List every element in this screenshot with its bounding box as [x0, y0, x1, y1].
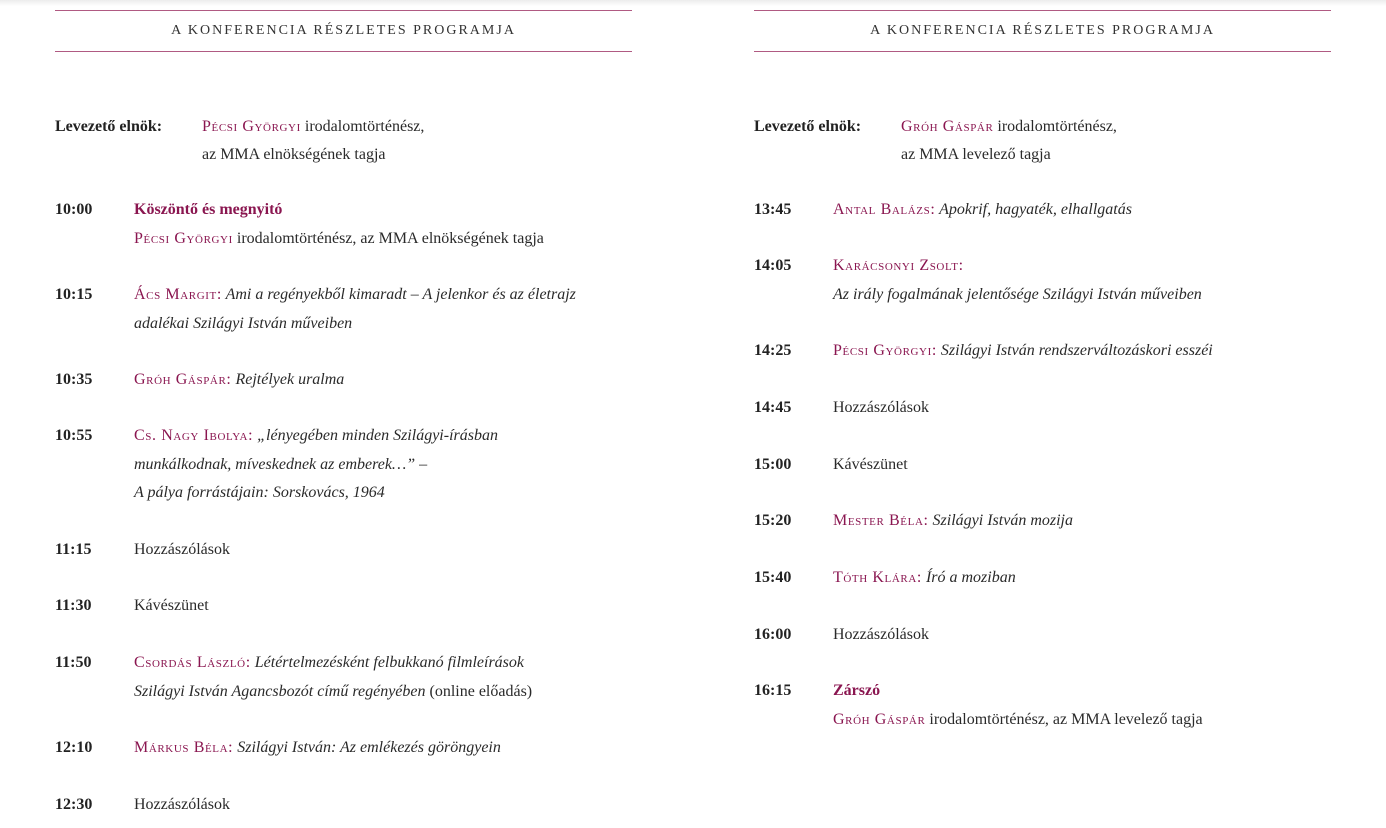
talk-title: „lényegében minden Szilágyi-írásban	[253, 427, 498, 444]
talk-note: (online előadás)	[425, 682, 533, 700]
chair-role-line2: az MMA levelező tagja	[901, 146, 1051, 163]
talk-title-line2: munkálkodnak, míveskednek az emberek…” –	[134, 455, 428, 473]
entry-text: Hozzászólások	[833, 399, 929, 416]
entry-text: Hozzászólások	[833, 626, 929, 643]
entry-time: 16:15	[754, 682, 792, 699]
speaker-role: irodalomtörténész, az MMA elnökségének tagja	[232, 229, 544, 247]
chair-label: Levezető elnök:	[754, 118, 862, 135]
entry-heading: Zárszó	[833, 682, 881, 699]
entry-time: 15:40	[754, 569, 792, 586]
chair-name: Gróh Gáspár	[901, 118, 994, 135]
entry-time: 10:55	[55, 427, 93, 444]
entry-time: 12:30	[55, 796, 93, 813]
chair-name: Pécsi Györgyi	[202, 118, 301, 135]
entry-time: 10:00	[55, 201, 93, 218]
talk-title: Apokrif, hagyaték, elhallgatás	[935, 201, 1132, 218]
entry-time: 10:15	[55, 286, 93, 303]
entry-time: 10:35	[55, 371, 93, 388]
talk-title: Ami a regényekből kimaradt – A jelenkor és az életrajz	[221, 286, 576, 303]
talk-title: Az irály fogalmának jelentősége Szilágyi István műveiben	[833, 285, 1202, 303]
talk-title-line2: adalékai Szilágyi István műveiben	[134, 314, 353, 332]
entry-time: 14:05	[754, 257, 792, 274]
speaker-name: Gróh Gáspár	[833, 710, 926, 728]
entry-time: 14:25	[754, 342, 792, 359]
speaker-name: Karácsonyi Zsolt:	[833, 257, 964, 274]
chair-label: Levezető elnök:	[55, 118, 163, 135]
entry-time: 14:45	[754, 399, 792, 416]
speaker-name: Tóth Klára:	[833, 569, 922, 586]
speaker-name: Pécsi Györgyi	[134, 229, 233, 247]
talk-title: Létértelmezésként felbukkanó filmleírások	[250, 654, 525, 671]
entry-heading: Köszöntő és megnyitó	[134, 201, 283, 218]
speaker-name: Ács Margit:	[134, 286, 222, 303]
speaker-name: Pécsi Györgyi:	[833, 342, 937, 359]
entry-time: 11:30	[55, 597, 92, 614]
chair-body	[901, 113, 1321, 169]
chair-role-line2: az MMA elnökségének tagja	[202, 146, 386, 163]
entry-text: Hozzászólások	[134, 541, 230, 558]
talk-title-line2: Szilágyi István Agancsbozót című regényében	[134, 682, 426, 700]
speaker-name: Mester Béla:	[833, 512, 929, 529]
entry-time: 12:10	[55, 739, 93, 756]
entry-time: 16:00	[754, 626, 792, 643]
entry-text: Hozzászólások	[134, 796, 230, 813]
talk-title: Rejtélyek uralma	[231, 371, 345, 388]
entry-time: 13:45	[754, 201, 792, 218]
speaker-name: Gróh Gáspár:	[134, 371, 232, 388]
speaker-name: Csordás László:	[134, 654, 251, 671]
section-header: A KONFERENCIA RÉSZLETES PROGRAMJA	[55, 10, 632, 52]
section-header: A KONFERENCIA RÉSZLETES PROGRAMJA	[754, 10, 1331, 52]
entry-text: Kávészünet	[833, 456, 908, 473]
entry-text: Kávészünet	[134, 597, 209, 614]
chair-role: irodalomtörténész,	[300, 118, 425, 135]
speaker-name: Cs. Nagy Ibolya:	[134, 427, 254, 444]
speaker-name: Antal Balázs:	[833, 201, 936, 218]
talk-title: Író a moziban	[921, 569, 1016, 586]
entry-time: 11:15	[55, 541, 92, 558]
chair-body	[202, 113, 622, 169]
entry-time: 15:20	[754, 512, 792, 529]
talk-title-line3: A pálya forrástájain: Sorskovács, 1964	[134, 484, 385, 501]
page-top-shadow	[0, 0, 1386, 6]
speaker-role: irodalomtörténész, az MMA levelező tagja	[925, 710, 1203, 728]
talk-title: Szilágyi István mozija	[928, 512, 1073, 529]
speaker-name: Márkus Béla:	[134, 739, 234, 756]
entry-time: 11:50	[55, 654, 92, 671]
talk-title: Szilágyi István: Az emlékezés göröngyein	[233, 739, 501, 756]
chair-role: irodalomtörténész,	[993, 118, 1117, 135]
talk-title: Szilágyi István rendszerváltozáskori esszéi	[936, 342, 1213, 359]
entry-time: 15:00	[754, 456, 792, 473]
